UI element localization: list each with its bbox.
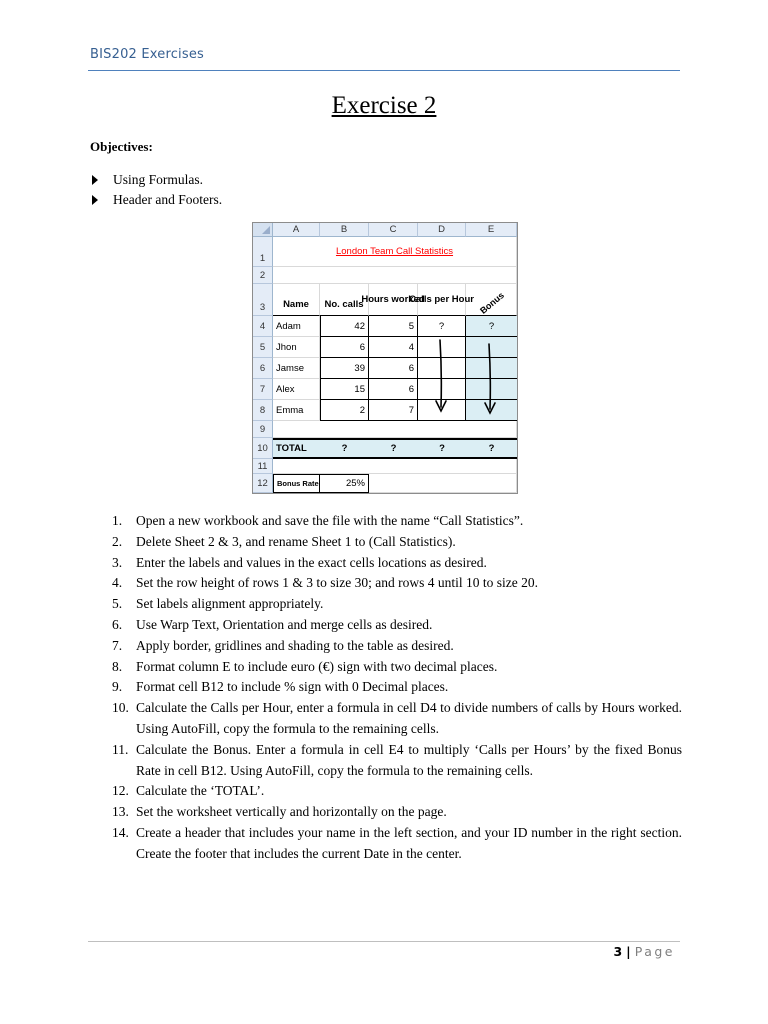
table-cell-calls: 2 bbox=[320, 400, 369, 421]
list-item: 2. Delete Sheet 2 & 3, and rename Sheet 1 to (Call Statistics). bbox=[112, 533, 456, 549]
column-header: E bbox=[466, 223, 517, 237]
table-cell-hours: 4 bbox=[369, 337, 418, 358]
column-header: A bbox=[273, 223, 320, 237]
autofill-arrow-icon bbox=[489, 344, 490, 409]
table-cell-cph: ? bbox=[418, 316, 466, 337]
column-header: D bbox=[418, 223, 466, 237]
list-item: 3. Enter the labels and values in the exact cells locations as desired. bbox=[112, 554, 487, 570]
bonus-rate-label-cell: Bonus Rate bbox=[273, 474, 320, 493]
table-cell-calls: 6 bbox=[320, 337, 369, 358]
bonus-rate-value-cell: 25% bbox=[320, 474, 369, 493]
table-cell-name: Emma bbox=[273, 400, 320, 421]
objectives-heading: Objectives: bbox=[90, 139, 153, 154]
column-header: B bbox=[320, 223, 369, 237]
list-item: 5. Set labels alignment appropriately. bbox=[112, 596, 324, 612]
table-cell-hours: 6 bbox=[369, 379, 418, 400]
autofill-arrows bbox=[253, 223, 517, 493]
table-cell-hours: 7 bbox=[369, 400, 418, 421]
list-item: 8. Format column E to include euro (€) sign with two decimal places. bbox=[112, 658, 498, 674]
header-cell-hours: Hours worked bbox=[369, 284, 418, 316]
sheet-title-cell: London Team Call Statistics bbox=[273, 237, 517, 267]
autofill-arrow-icon bbox=[440, 340, 441, 407]
table-cell-name: Jhon bbox=[273, 337, 320, 358]
header-cell-cph: Calls per Hour bbox=[418, 284, 466, 316]
header-cell-name: Name bbox=[273, 284, 320, 316]
row-header: 6 bbox=[253, 358, 273, 379]
table-cell-name: Jamse bbox=[273, 358, 320, 379]
total-cell-bonus: ? bbox=[466, 438, 517, 459]
row-header: 9 bbox=[253, 421, 273, 438]
bullet-arrow-icon bbox=[92, 175, 98, 185]
table-cell-name: Adam bbox=[273, 316, 320, 337]
table-cell-hours: 6 bbox=[369, 358, 418, 379]
row-header: 10 bbox=[253, 438, 273, 459]
footer-divider bbox=[88, 941, 680, 942]
row-header: 5 bbox=[253, 337, 273, 358]
objective-item: Using Formulas. bbox=[90, 170, 222, 190]
spreadsheet-figure bbox=[252, 222, 518, 494]
row-header: 1 bbox=[253, 237, 273, 267]
list-item: 11. Calculate the Bonus. Enter a formula in cell E4 to multiply ‘Calls per Hours’ by the fixed Bonus Rate in cell B12. Using AutoFill, copy the formula to the remaining cells. bbox=[112, 741, 682, 778]
total-label-cell: TOTAL bbox=[273, 438, 320, 459]
objective-item: Header and Footers. bbox=[90, 190, 222, 210]
total-cell-hours: ? bbox=[369, 438, 418, 459]
footer-separator: | bbox=[626, 944, 631, 959]
row-header: 11 bbox=[253, 459, 273, 474]
row-header: 8 bbox=[253, 400, 273, 421]
bonus-rotated-label: Bonus bbox=[478, 289, 506, 316]
page-label: Page bbox=[634, 944, 675, 959]
list-item: 6. Use Warp Text, Orientation and merge cells as desired. bbox=[112, 616, 433, 632]
objectives-list bbox=[90, 170, 222, 210]
table-cell-hours: 5 bbox=[369, 316, 418, 337]
list-item: 10. Calculate the Calls per Hour, enter a formula in cell D4 to divide numbers of calls by Hours worked. Using AutoFill, copy the formula to the remaining cells. bbox=[112, 700, 682, 736]
column-header: C bbox=[369, 223, 418, 237]
table-cell-calls: 15 bbox=[320, 379, 369, 400]
page-number: 3 bbox=[613, 944, 623, 959]
table-cell-bonus: ? bbox=[466, 316, 517, 337]
list-item: 4. Set the row height of rows 1 & 3 to size 30; and rows 4 until 10 to size 20. bbox=[112, 575, 538, 591]
row-header: 2 bbox=[253, 267, 273, 284]
list-item: 7. Apply border, gridlines and shading to the table as desired. bbox=[112, 637, 454, 653]
row-header: 3 bbox=[253, 284, 273, 316]
page-footer bbox=[613, 944, 675, 959]
row-header: 12 bbox=[253, 474, 273, 493]
row-header: 7 bbox=[253, 379, 273, 400]
list-item: 13. Set the worksheet vertically and horizontally on the page. bbox=[112, 804, 447, 820]
table-cell-calls: 42 bbox=[320, 316, 369, 337]
bullet-arrow-icon bbox=[92, 195, 98, 205]
row-header: 4 bbox=[253, 316, 273, 337]
table-cell-name: Alex bbox=[273, 379, 320, 400]
table-cell-calls: 39 bbox=[320, 358, 369, 379]
list-item: 1. Open a new workbook and save the file with the name “Call Statistics”. bbox=[112, 513, 524, 528]
total-cell-cph: ? bbox=[418, 438, 466, 459]
list-item: 9. Format cell B12 to include % sign with 0 Decimal places. bbox=[112, 679, 449, 695]
total-cell-calls: ? bbox=[320, 438, 369, 459]
header-divider bbox=[88, 70, 680, 71]
header-cell-calls: No. calls bbox=[320, 284, 369, 316]
document-header: BIS202 Exercises bbox=[90, 47, 205, 62]
instructions-list bbox=[112, 511, 682, 865]
page-title: Exercise 2 bbox=[331, 92, 437, 119]
list-item: 14. Create a header that includes your name in the left section, and your ID number in the right section. Create the footer that includes the current Date in the center. bbox=[112, 824, 682, 861]
list-item: 12. Calculate the ‘TOTAL’. bbox=[112, 783, 265, 799]
